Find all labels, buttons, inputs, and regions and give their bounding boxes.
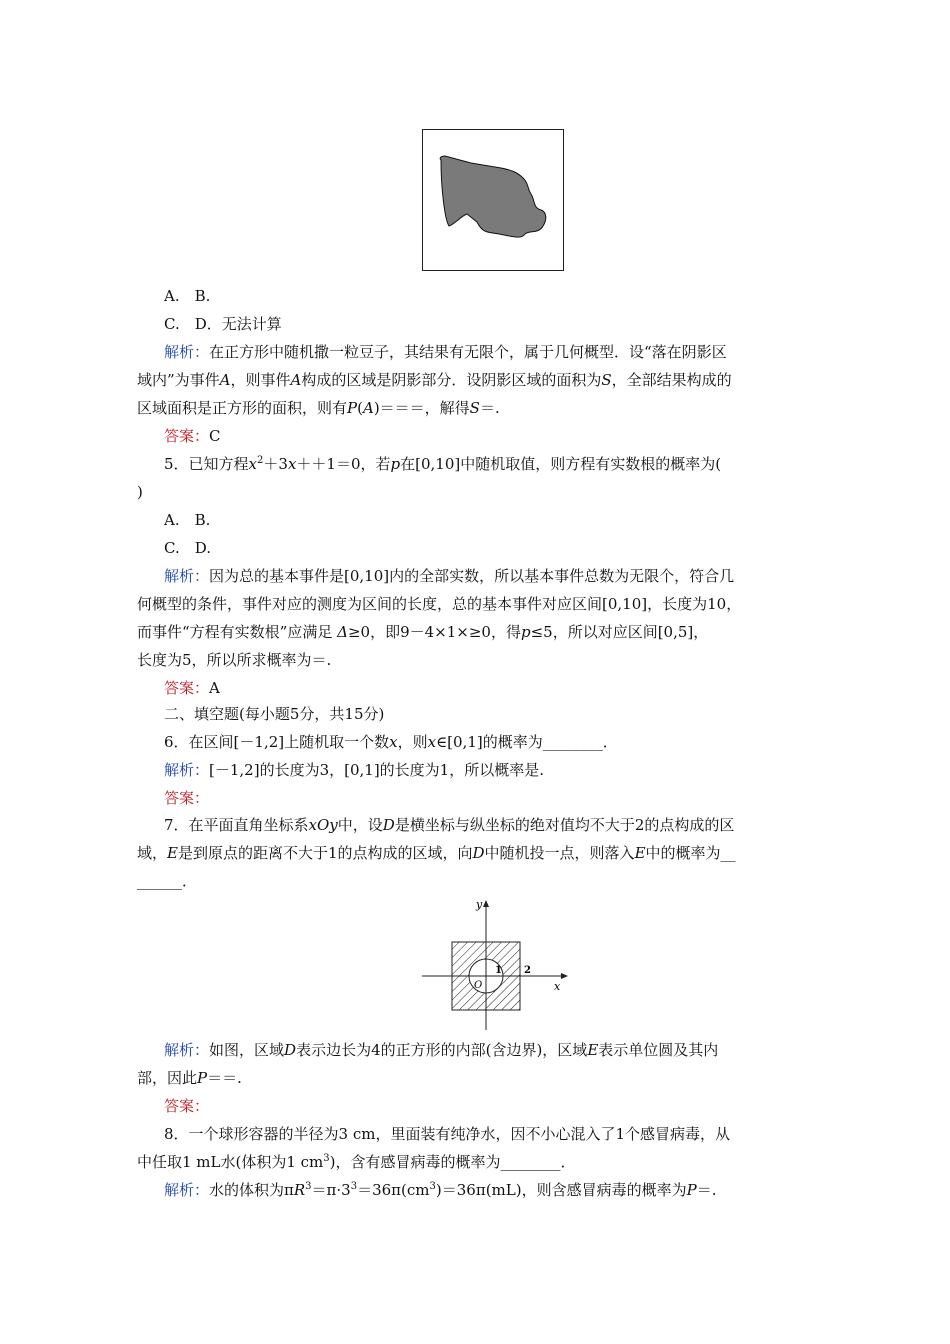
y-axis-label: y <box>476 898 483 911</box>
answer-label: 答案： <box>164 789 210 807</box>
q7-stem-line-1: 7．在平面直角坐标系xOy中，设D是横坐标与纵坐标的绝对值均不大于2的点构成的区 <box>164 816 735 834</box>
q6-answer <box>164 788 209 808</box>
x-axis-label: x <box>554 980 561 993</box>
analysis-label: 解析： <box>164 761 210 779</box>
q6-analysis: 解析：[－1,2]的长度为3，[0,1]的长度为1，所以概率是. <box>164 761 544 779</box>
q8-stem-line-1: 8．一个球形容器的半径为3 cm，里面装有纯净水，因不小心混入了1个感冒病毒，从 <box>164 1125 731 1143</box>
q7-analysis-line-1: 解析：如图，区域D表示边长为4的正方形的内部(含边界)，区域E表示单位圆及其内 <box>164 1041 719 1059</box>
q5-analysis-line-4: 长度为5，所以所求概率为＝. <box>137 651 332 669</box>
y-axis-arrow <box>483 900 489 907</box>
q8-analysis: 解析：水的体积为$\pi R^3=\pi\cdot 3^3=36\pi(cm^3)=36\pi(mL)$，则含感冒病毒的概率为P＝. <box>164 1181 717 1199</box>
q5-options-cd: C. D. <box>164 539 211 557</box>
q5-analysis-line-2: 何概型的条件，事件对应的测度为区间的长度，总的基本事件对应区间[0,10]，长度为10， <box>137 595 742 613</box>
tick-label-1: 1 <box>495 965 502 976</box>
answer-label: 答案： <box>164 679 210 697</box>
q5-stem-line-1: 5．已知方程$x^2+3x++1=0$，若p在[0,10]中随机取值，则方程有实数根的概率为( <box>164 455 722 473</box>
x-axis-arrow <box>561 973 568 979</box>
square-figure <box>422 129 564 271</box>
origin-label: O <box>474 980 483 991</box>
q5-stem-line-2: ) <box>137 483 143 501</box>
coordinate-figure <box>418 898 568 1034</box>
answer-label: 答案： <box>164 427 210 445</box>
analysis-label: 解析： <box>164 567 210 585</box>
q4-answer: 答案：C <box>164 427 221 445</box>
shaded-region <box>440 156 546 237</box>
section-2-heading: 二、填空题(每小题5分，共15分) <box>164 705 385 723</box>
answer-label: 答案： <box>164 1097 210 1115</box>
q4-options-ab: A. B. <box>164 287 211 305</box>
region-diagram <box>418 898 568 1030</box>
q7-stem-line-3: ______． <box>137 872 198 890</box>
q7-stem-line-2: 域，E是到原点的距离不大于1的点构成的区域，向D中随机投一点，则落入E中的概率为__ <box>137 844 736 862</box>
analysis-label: 解析： <box>164 1181 210 1199</box>
q5-analysis-line-1: 解析：因为总的基本事件是[0,10]内的全部实数，所以基本事件总数为无限个，符合几 <box>164 567 735 585</box>
shaded-region-diagram <box>423 130 563 270</box>
q7-analysis-line-2: 部，因此P＝＝. <box>137 1069 242 1087</box>
q5-analysis-line-3: 而事件“方程有实数根”应满足 Δ≥0，即9－4×1×≥0，得p≤5，所以对应区间[0,5]， <box>137 623 709 641</box>
q6-stem: 6．在区间[－1,2]上随机取一个数x，则x∈[0,1]的概率为________． <box>164 733 618 751</box>
q7-answer <box>164 1096 209 1116</box>
q5-answer: 答案：A <box>164 679 220 697</box>
analysis-label: 解析： <box>164 343 210 361</box>
q5-options-ab: A. B. <box>164 511 211 529</box>
q4-options-cd: C. D．无法计算 <box>164 315 282 333</box>
q4-analysis-line-2: 域内”为事件A，则事件A构成的区域是阴影部分．设阴影区域的面积为S，全部结果构成的 <box>137 371 732 389</box>
q8-stem-line-2: 中任取1 mL水(体积为1 $cm^3$)，含有感冒病毒的概率为________． <box>137 1153 576 1171</box>
q4-analysis-line-3: 区域面积是正方形的面积，则有P(A)＝＝＝，解得S＝. <box>137 399 500 417</box>
analysis-label: 解析： <box>164 1041 210 1059</box>
tick-label-2: 2 <box>524 965 531 976</box>
q4-analysis-line-1: 解析：在正方形中随机撒一粒豆子，其结果有无限个，属于几何概型．设“落在阴影区 <box>164 343 727 361</box>
